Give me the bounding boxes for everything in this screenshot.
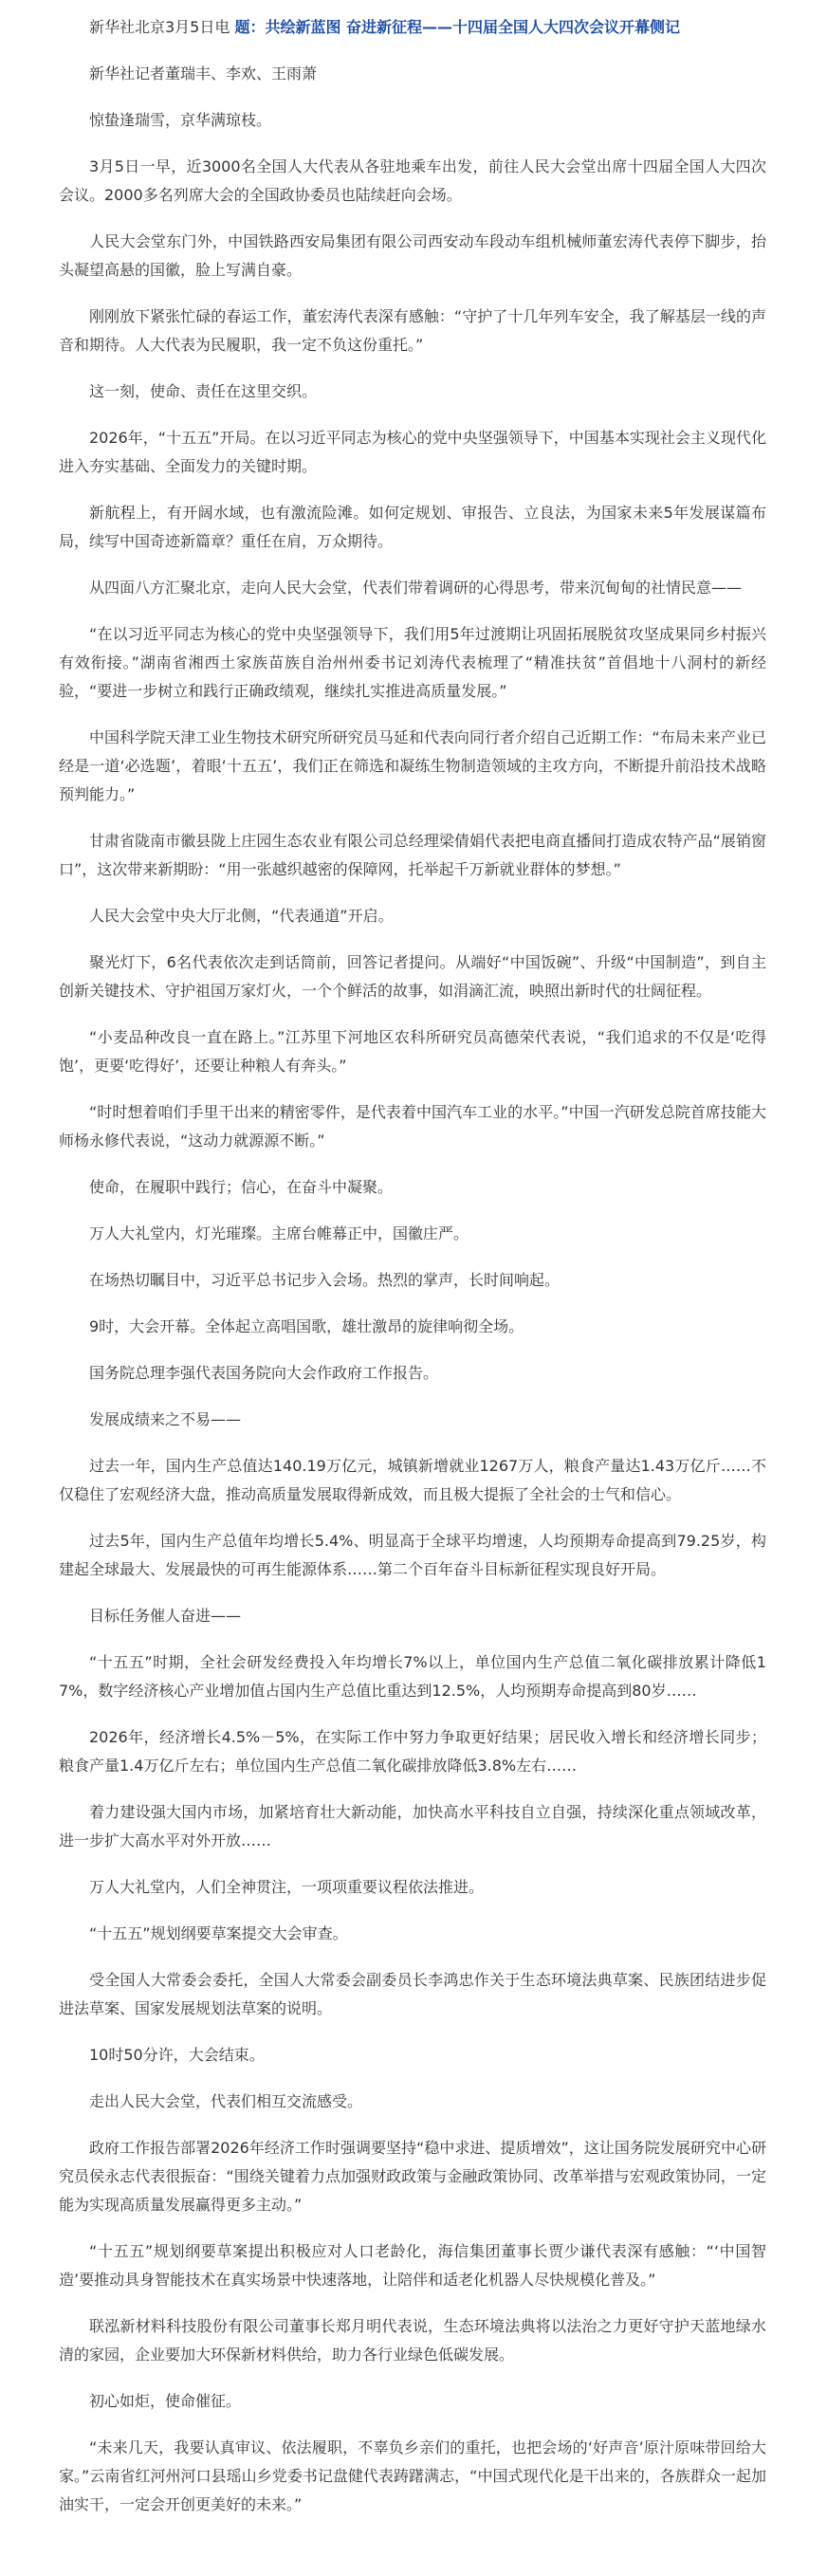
paragraph: 2026年，经济增长4.5%－5%，在实际工作中努力争取更好结果；居民收入增长和经济增长同步；粮食产量1.4万亿斤左右；单位国内生产总值二氧化碳排放降低3.8%左右…… <box>59 1728 766 1775</box>
paragraph: 万人大礼堂内，人们全神贯注，一项项重要议程依法推进。 <box>89 1878 485 1896</box>
paragraph: “十五五”时期，全社会研发经费投入年均增长7%以上，单位国内生产总值二氧化碳排放累计降低17%，数字经济核心产业增加值占国内生产总值比重达到12.5%，人均预期寿命提高到80岁…… <box>59 1653 766 1700</box>
paragraph: 过去一年，国内生产总值达140.19万亿元，城镇新增就业1267万人，粮食产量达1.43万亿斤……不仅稳住了宏观经济大盘，推动高质量发展取得新成效，而且极大提振了全社会的士气和信心。 <box>59 1457 766 1503</box>
paragraph: 万人大礼堂内，灯光璀璨。主席台帷幕正中，国徽庄严。 <box>89 1224 469 1242</box>
paragraph: “小麦品种改良一直在路上。”江苏里下河地区农科所研究员高德荣代表说，“我们追求的不仅是‘吃得饱’，更要‘吃得好’，还要让种粮人有奔头。” <box>59 1028 766 1075</box>
paragraph: 初心如炬，使命催征。 <box>89 2392 242 2410</box>
paragraph: 着力建设强大国内市场，加紧培育壮大新动能，加快高水平科技自立自强，持续深化重点领域改革，进一步扩大高水平对外开放…… <box>59 1803 766 1849</box>
paragraph: “在以习近平同志为核心的党中央坚强领导下，我们用5年过渡期让巩固拓展脱贫攻坚成果同乡村振兴有效衔接。”湖南省湘西土家族苗族自治州州委书记刘涛代表梳理了“精准扶贫”首倡地十八洞村的新经验，“要进一步树立和践行正确政绩观，继续扎实推进高质量发展。” <box>59 625 766 700</box>
paragraph: 受全国人大常委会委托，全国人大常委会副委员长李鸿忠作关于生态环境法典草案、民族团结进步促进法草案、国家发展规划法草案的说明。 <box>59 1971 766 2017</box>
paragraph: 过去5年，国内生产总值年均增长5.4%、明显高于全球平均增速，人均预期寿命提高到79.25岁，构建起全球最大、发展最快的可再生能源体系……第二个百年奋斗目标新征程实现良好开局。 <box>59 1532 766 1578</box>
paragraph: 新航程上，有开阔水域，也有激流险滩。如何定规划、审报告、立良法，为国家未来5年发展谋篇布局，续写中国奇迹新篇章？重任在肩，万众期待。 <box>59 504 766 550</box>
paragraph: 中国科学院天津工业生物技术研究所研究员马延和代表向同行者介绍自己近期工作：“布局未来产业已经是一道‘必选题’，着眼‘十五五’，我们正在筛选和凝练生物制造领域的主攻方向，不断提升前沿技术战略预判能力。” <box>59 728 766 803</box>
headline: 共绘新蓝图 奋进新征程——十四届全国人大四次会议开幕侧记 <box>265 18 681 36</box>
paragraph: 人民大会堂东门外，中国铁路西安局集团有限公司西安动车段动车组机械师董宏涛代表停下脚步，抬头凝望高悬的国徽，脸上写满自豪。 <box>59 232 766 279</box>
paragraph: 联泓新材料科技股份有限公司董事长郑月明代表说，生态环境法典将以法治之力更好守护天蓝地绿水清的家园，企业要加大环保新材料供给，助力各行业绿色低碳发展。 <box>59 2317 766 2364</box>
paragraph: 使命，在履职中践行；信心，在奋斗中凝聚。 <box>89 1178 394 1196</box>
paragraph: 刚刚放下紧张忙碌的春运工作，董宏涛代表深有感触：“守护了十几年列车安全，我了解基层一线的声音和期待。人大代表为民履职，我一定不负这份重托。” <box>59 307 766 354</box>
paragraph: 10时50分许，大会结束。 <box>89 2046 265 2064</box>
headline-prefix: 题： <box>234 18 266 36</box>
paragraph: 9时，大会开幕。全体起立高唱国歌，雄壮激昂的旋律响彻全场。 <box>89 1317 524 1335</box>
paragraph: 发展成绩来之不易—— <box>89 1410 242 1428</box>
paragraph: 在场热切瞩目中，习近平总书记步入会场。热烈的掌声，长时间响起。 <box>89 1271 561 1289</box>
paragraph: 目标任务催人奋进—— <box>89 1607 242 1625</box>
dateline: 新华社北京3月5日电 <box>89 18 230 36</box>
paragraph: 国务院总理李强代表国务院向大会作政府工作报告。 <box>89 1364 439 1382</box>
paragraph: 惊蛰逢瑞雪，京华满琼枝。 <box>89 111 272 129</box>
paragraph: 走出人民大会堂，代表们相互交流感受。 <box>89 2092 363 2110</box>
paragraph: 这一刻，使命、责任在这里交织。 <box>89 382 318 400</box>
paragraph: “未来几天，我要认真审议、依法履职，不辜负乡亲们的重托，也把会场的‘好声音’原汁原味带回给大家。”云南省红河州河口县瑶山乡党委书记盘健代表踌躇满志，“中国式现代化是干出来的，各族群众一起加油实干，一定会开创更美好的未来。” <box>59 2438 766 2513</box>
paragraph: 聚光灯下，6名代表依次走到话筒前，回答记者提问。从端好“中国饭碗”、升级“中国制造”，到自主创新关键技术、守护祖国万家灯火，一个个鲜活的故事，如涓滴汇流，映照出新时代的壮阔征程。 <box>59 953 766 1000</box>
paragraph: “时时想着咱们手里干出来的精密零件，是代表着中国汽车工业的水平。”中国一汽研发总院首席技能大师杨永修代表说，“这动力就源源不断。” <box>59 1103 766 1150</box>
paragraph: “十五五”规划纲要草案提出积极应对人口老龄化，海信集团董事长贾少谦代表深有感触：“‘中国智造’要推动具身智能技术在真实场景中快速落地，让陪伴和适老化机器人尽快规模化普及。” <box>59 2242 766 2289</box>
paragraph: 3月5日一早，近3000名全国人大代表从各驻地乘车出发，前往人民大会堂出席十四届全国人大四次会议。2000多名列席大会的全国政协委员也陆续赶向会场。 <box>59 157 766 204</box>
paragraph: 2026年，“十五五”开局。在以习近平同志为核心的党中央坚强领导下，中国基本实现社会主义现代化进入夯实基础、全面发力的关键时期。 <box>59 429 766 475</box>
byline: 新华社记者董瑞丰、李欢、王雨萧 <box>89 64 318 83</box>
paragraph: 甘肃省陇南市徽县陇上庄园生态农业有限公司总经理梁倩娟代表把电商直播间打造成农特产品“展销窗口”，这次带来新期盼：“用一张越织越密的保障网，托举起千万新就业群体的梦想。” <box>59 832 766 878</box>
paragraph: 从四面八方汇聚北京，走向人民大会堂，代表们带着调研的心得思考，带来沉甸甸的社情民意—— <box>89 579 743 597</box>
article-lead <box>59 13 766 42</box>
paragraph: 政府工作报告部署2026年经济工作时强调要坚持“稳中求进、提质增效”，这让国务院发展研究中心研究员侯永志代表很振奋：“围绕关键着力点加强财政政策与金融政策协同、改革举措与宏观政策协同，一定能为实现高质量发展赢得更多主动。” <box>59 2139 766 2214</box>
paragraph: 人民大会堂中央大厅北侧，“代表通道”开启。 <box>89 907 394 925</box>
paragraph: “十五五”规划纲要草案提交大会审查。 <box>89 1924 348 1942</box>
